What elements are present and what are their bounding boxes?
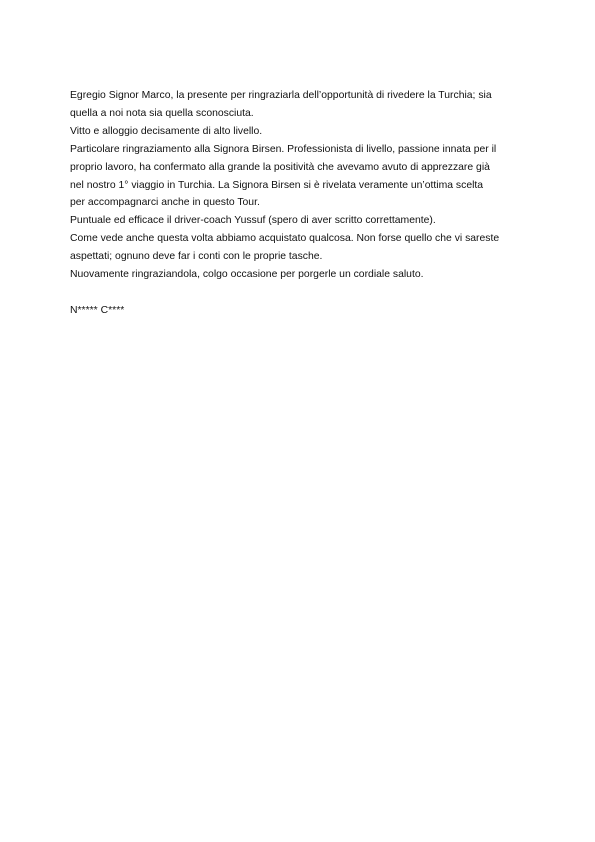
letter-body (70, 87, 530, 320)
letter-line: Come vede anche questa volta abbiamo acquistato qualcosa. Non forse quello che vi sareste (70, 233, 500, 245)
letter-line: Egregio Signor Marco, la presente per ringraziarla dell’opportunità di rivedere la Turchia; sia (70, 90, 492, 101)
letter-line: nel nostro 1° viaggio in Turchia. La Signora Birsen si è rivelata veramente un’ottima scelta (70, 179, 484, 191)
letter-line: Particolare ringraziamento alla Signora Birsen. Professionista di livello, passione innata per il (70, 143, 497, 155)
paragraph-spacer (70, 284, 530, 302)
letter-line: Nuovamente ringraziandola, colgo occasione per porgerle un cordiale saluto. (70, 269, 424, 281)
letter-line: aspettati; ognuno deve far i conti con le proprie tasche. (70, 251, 323, 263)
letter-line: per accompagnarci anche in questo Tour. (70, 197, 260, 209)
signature: N***** C**** (70, 304, 125, 316)
letter-line: Puntuale ed efficace il driver-coach Yussuf (spero di aver scritto correttamente). (70, 215, 436, 227)
letter-line: quella a noi nota sia quella sconosciuta. (70, 107, 254, 119)
letter-line: proprio lavoro, ha confermato alla grande la positività che avevamo avuto di apprezzare già (70, 161, 490, 173)
letter-line: Vitto e alloggio decisamente di alto livello. (70, 125, 263, 137)
